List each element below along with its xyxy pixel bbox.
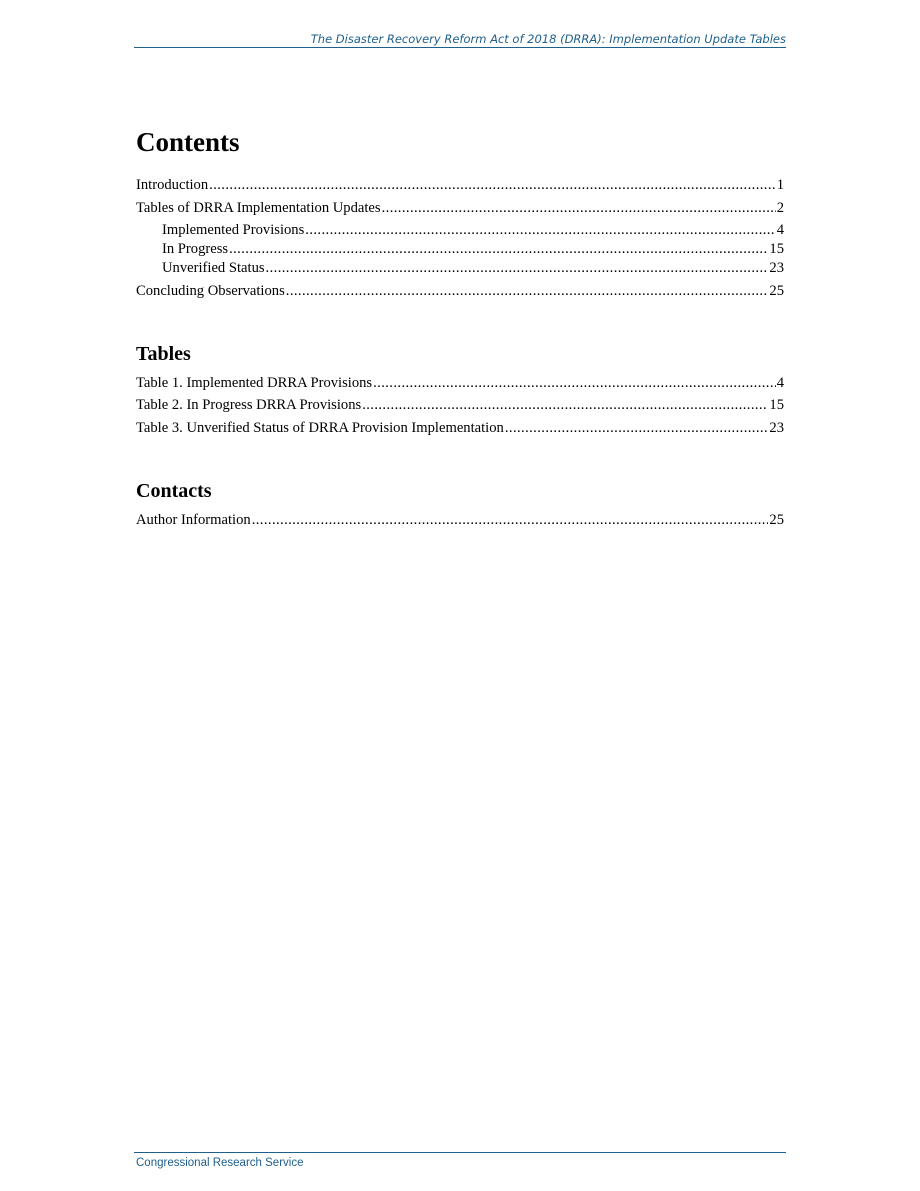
contents-section [136, 126, 784, 301]
toc-entry-table-3[interactable] [136, 419, 784, 438]
dot-leader [373, 374, 776, 393]
toc-entry-page: 25 [769, 511, 784, 528]
dot-leader [229, 240, 768, 259]
toc-entry-title: Introduction [136, 177, 209, 193]
toc-entry-introduction[interactable] [136, 176, 784, 195]
running-header [134, 32, 786, 48]
tables-list [136, 374, 784, 438]
toc-entry-page: 15 [769, 397, 784, 413]
page-footer [134, 1152, 786, 1169]
toc-entry-tables-of-updates[interactable] [136, 199, 784, 218]
dot-leader [382, 199, 776, 218]
toc-entry-table-2[interactable] [136, 396, 784, 415]
toc-entry-title: Table 2. In Progress DRRA Provisions [136, 397, 362, 413]
contacts-section [136, 479, 784, 530]
dot-leader [305, 221, 775, 240]
contacts-heading: Contacts [136, 479, 212, 502]
dot-leader [505, 419, 769, 438]
toc-entry-title: Concluding Observations [136, 282, 285, 299]
toc-entry-title: Author Information [136, 511, 251, 528]
toc-entry-title: Implemented Provisions [162, 222, 305, 238]
dot-leader [362, 396, 768, 415]
dot-leader [286, 282, 769, 301]
tables-heading: Tables [136, 342, 191, 365]
dot-leader [252, 511, 769, 530]
toc-entry-table-1[interactable] [136, 374, 784, 393]
contents-list [136, 176, 784, 301]
footer-organization: Congressional Research Service [136, 1157, 304, 1169]
contacts-list [136, 511, 784, 530]
dot-leader [266, 259, 769, 278]
toc-entry-page: 23 [769, 260, 784, 276]
toc-entry-page: 2 [776, 199, 784, 216]
page-content [136, 126, 784, 533]
toc-entry-implemented-provisions[interactable] [136, 221, 784, 240]
tables-section [136, 342, 784, 438]
toc-entry-page: 25 [769, 282, 784, 299]
toc-entry-unverified-status[interactable] [136, 259, 784, 278]
toc-entry-concluding-observations[interactable] [136, 282, 784, 301]
dot-leader [209, 176, 776, 195]
toc-entry-title: In Progress [162, 241, 229, 257]
toc-entry-title: Table 3. Unverified Status of DRRA Provision Implementation [136, 419, 504, 436]
toc-entry-page: 1 [776, 177, 784, 193]
contents-heading: Contents [136, 127, 240, 157]
running-header-title: The Disaster Recovery Reform Act of 2018 (DRRA): Implementation Update Tables [310, 32, 786, 46]
toc-entry-page: 23 [769, 419, 784, 436]
toc-entry-page: 15 [769, 241, 784, 257]
toc-entry-in-progress[interactable] [136, 240, 784, 259]
toc-entry-title: Table 1. Implemented DRRA Provisions [136, 374, 373, 391]
toc-entry-title: Unverified Status [162, 260, 265, 276]
toc-entry-page: 4 [776, 222, 784, 238]
toc-entry-title: Tables of DRRA Implementation Updates [136, 199, 381, 216]
toc-entry-page: 4 [776, 374, 784, 391]
toc-entry-author-information[interactable] [136, 511, 784, 530]
